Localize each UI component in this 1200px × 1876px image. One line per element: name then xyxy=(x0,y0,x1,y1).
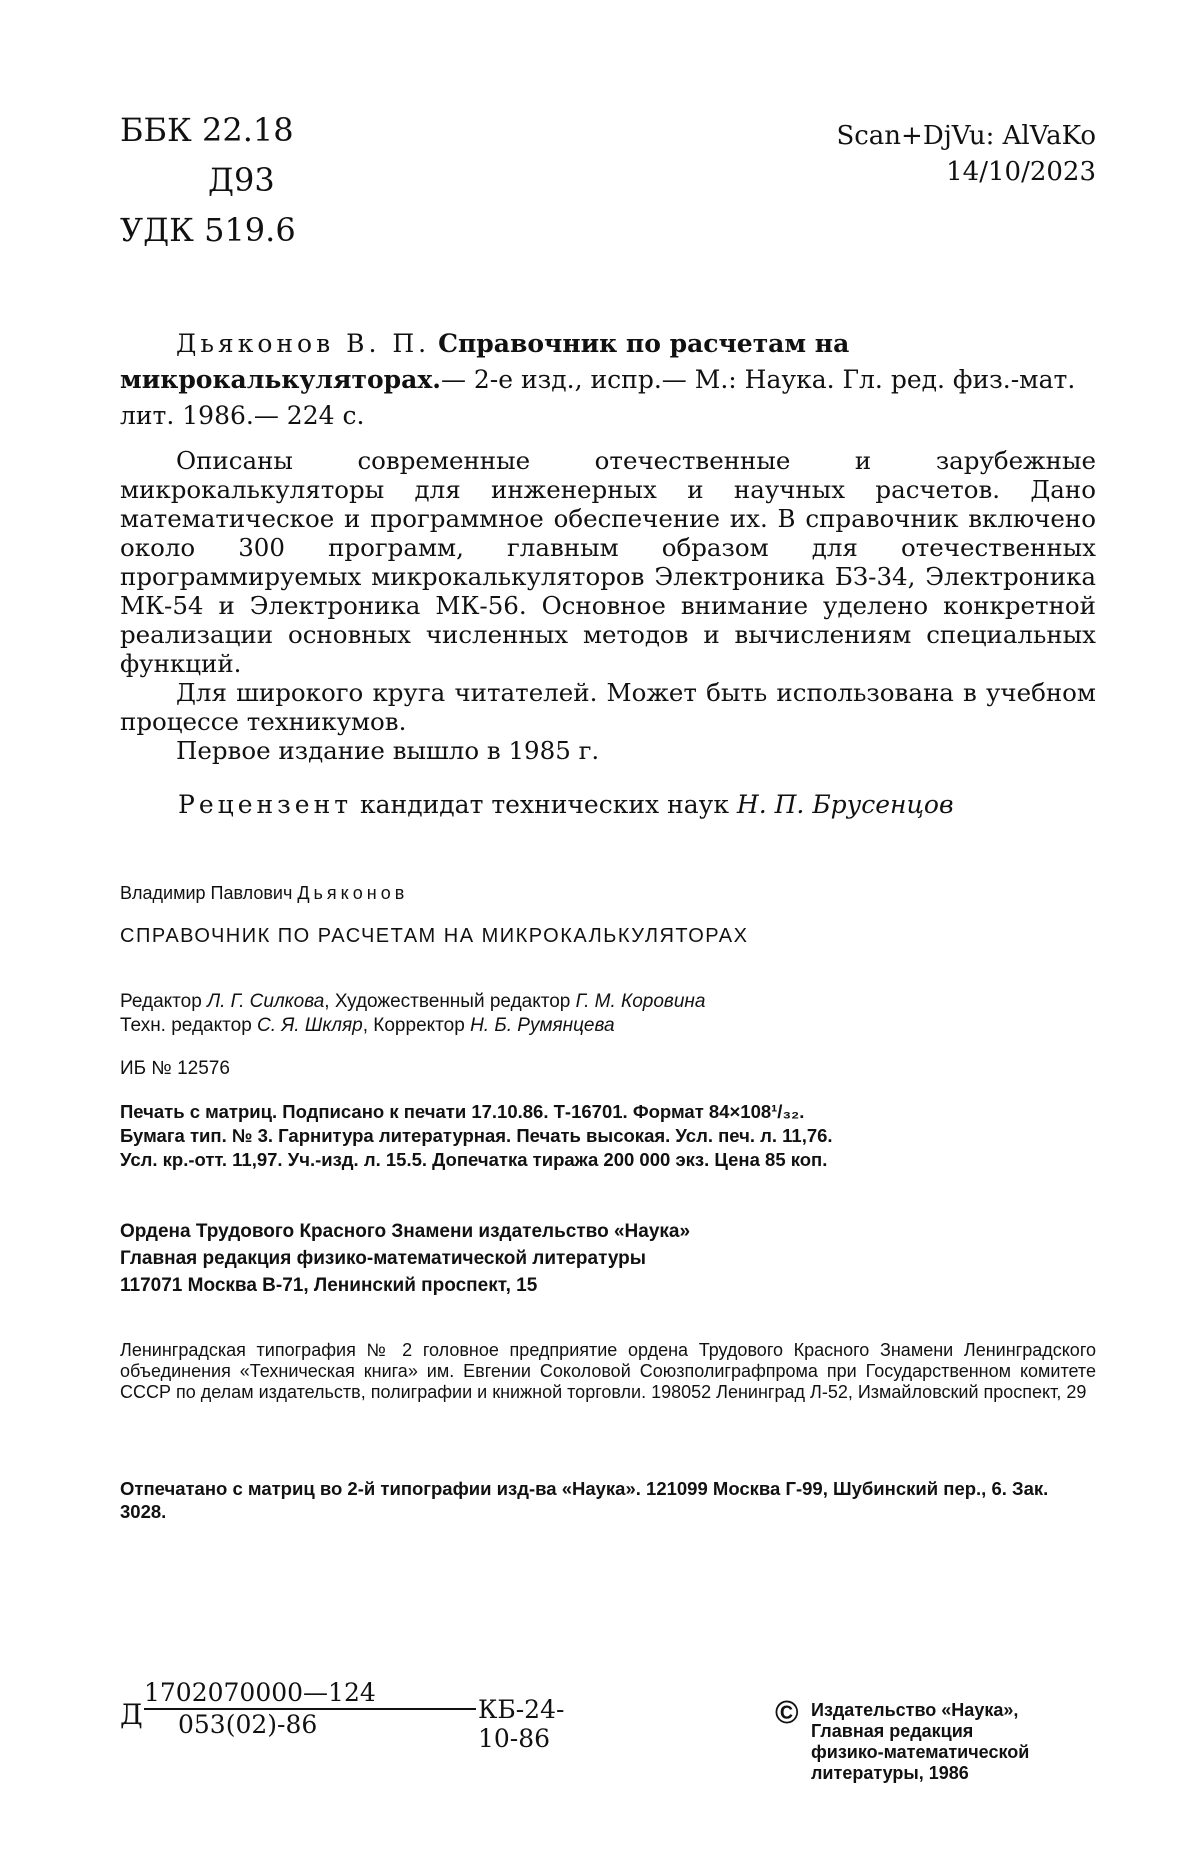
abstract-paragraph: Для широкого круга читателей. Может быть использована в учебном процессе техникумов. xyxy=(120,678,1096,736)
tech-editor-label: Техн. редактор xyxy=(120,1015,252,1036)
code-suffix: КБ-24-10-86 xyxy=(478,1695,564,1753)
bib-details: — 2-е изд., испр.— М.: Наука. Гл. ред. физ.-мат. лит. 1986.— 224 с. xyxy=(120,365,1075,430)
scan-credit: Scan+DjVu: AlVaKo xyxy=(760,118,1096,154)
copyright-line: Издательство «Наука», xyxy=(811,1700,1029,1721)
publisher-block xyxy=(120,1218,690,1299)
abstract-paragraph: Описаны современные отечественные и зарубежные микрокалькуляторы для инженерных и научных расчетов. Дано математическое и программное обеспечение их. В справочник включено около 300 программ, главным образом для отечественных программируемых микрокалькуляторов Электроника БЗ-34, Электроника МК-54 и Электроника МК-56. Основное внимание уделено конкретной реализации основных численных методов и вычислениям специальных функций. xyxy=(120,446,1096,678)
print-line: Печать с матриц. Подписано к печати 17.10.86. Т-16701. Формат 84×108¹/₃₂. xyxy=(120,1100,1096,1124)
code-numerator: 1702070000—124 xyxy=(144,1678,376,1707)
reviewer-label: Рецензент xyxy=(178,790,352,819)
bbk-code: ББК 22.18 xyxy=(120,105,296,155)
typography-note: Ленинградская типография № 2 головное предприятие ордена Трудового Красного Знамени Ленинградского объединения «Техническая книга» им. Евгении Соколовой Союзполиграфпрома при Государственном комитете СССР по делам издательств, полиграфии и книжной торговли. 198052 Ленинград Л-52, Измайловский проспект, 29 xyxy=(120,1340,1096,1403)
corrector-name: Н. Б. Румянцева xyxy=(470,1015,615,1036)
print-details xyxy=(120,1100,1096,1172)
editor-name: Л. Г. Силкова xyxy=(207,991,324,1012)
copyright-block xyxy=(775,1700,1029,1784)
udk-code: УДК 519.6 xyxy=(120,205,296,255)
bibliographic-entry xyxy=(120,326,1096,434)
author-first-names: Владимир Павлович xyxy=(120,883,292,903)
colophon-author xyxy=(120,883,408,904)
corrector-label: Корректор xyxy=(373,1015,464,1036)
publisher-line: Главная редакция физико-математической литературы xyxy=(120,1245,690,1272)
copyright-icon: © xyxy=(775,1696,799,1728)
copyright-line: Главная редакция xyxy=(811,1721,1029,1742)
ib-number: ИБ № 12576 xyxy=(120,1058,230,1080)
scan-note xyxy=(760,118,1096,190)
copyright-line: физико-математической xyxy=(811,1742,1029,1763)
publisher-line: Ордена Трудового Красного Знамени издательство «Наука» xyxy=(120,1218,690,1245)
code-letter: Д xyxy=(120,1698,143,1731)
reviewer-text: кандидат технических наук xyxy=(360,790,729,819)
copyright-line: литературы, 1986 xyxy=(811,1763,1029,1784)
printed-note: Отпечатано с матриц во 2-й типографии изд-ва «Наука». 121099 Москва Г-99, Шубинский пер., 6. Зак. 3028. xyxy=(120,1477,1096,1523)
classification-block xyxy=(120,105,296,255)
colophon-title: СПРАВОЧНИК ПО РАСЧЕТАМ НА МИКРОКАЛЬКУЛЯТОРАХ xyxy=(120,925,748,948)
editors-line-1: Редактор Л. Г. Силкова, Художественный редактор Г. М. Коровина xyxy=(120,990,705,1014)
art-editor-name: Г. М. Коровина xyxy=(576,991,706,1012)
art-editor-label: Художественный редактор xyxy=(335,991,571,1012)
print-line: Усл. кр.-отт. 11,97. Уч.-изд. л. 15.5. Допечатка тиража 200 000 экз. Цена 85 коп. xyxy=(120,1148,1096,1172)
bib-title: Справочник по расчетам на микрокалькуляторах. xyxy=(120,329,849,394)
abstract xyxy=(120,446,1096,765)
scan-date: 14/10/2023 xyxy=(760,154,1096,190)
bib-author: Дьяконов В. П. xyxy=(176,329,430,358)
editors-line-2: Техн. редактор С. Я. Шкляр, Корректор Н. Б. Румянцева xyxy=(120,1014,705,1038)
editors-block xyxy=(120,990,705,1038)
abstract-paragraph: Первое издание вышло в 1985 г. xyxy=(120,736,1096,765)
catalog-code xyxy=(120,1678,540,1758)
author-surname: Дьяконов xyxy=(297,883,408,903)
code-denominator: 053(02)-86 xyxy=(178,1710,317,1739)
tech-editor-name: С. Я. Шкляр xyxy=(257,1015,363,1036)
publisher-line: 117071 Москва В-71, Ленинский проспект, 15 xyxy=(120,1272,690,1299)
reviewer-line xyxy=(178,790,954,819)
editor-label: Редактор xyxy=(120,991,202,1012)
reviewer-name: Н. П. Брусенцов xyxy=(737,790,954,819)
author-mark: Д93 xyxy=(120,155,296,205)
print-line: Бумага тип. № 3. Гарнитура литературная. Печать высокая. Усл. печ. л. 11,76. xyxy=(120,1124,1096,1148)
